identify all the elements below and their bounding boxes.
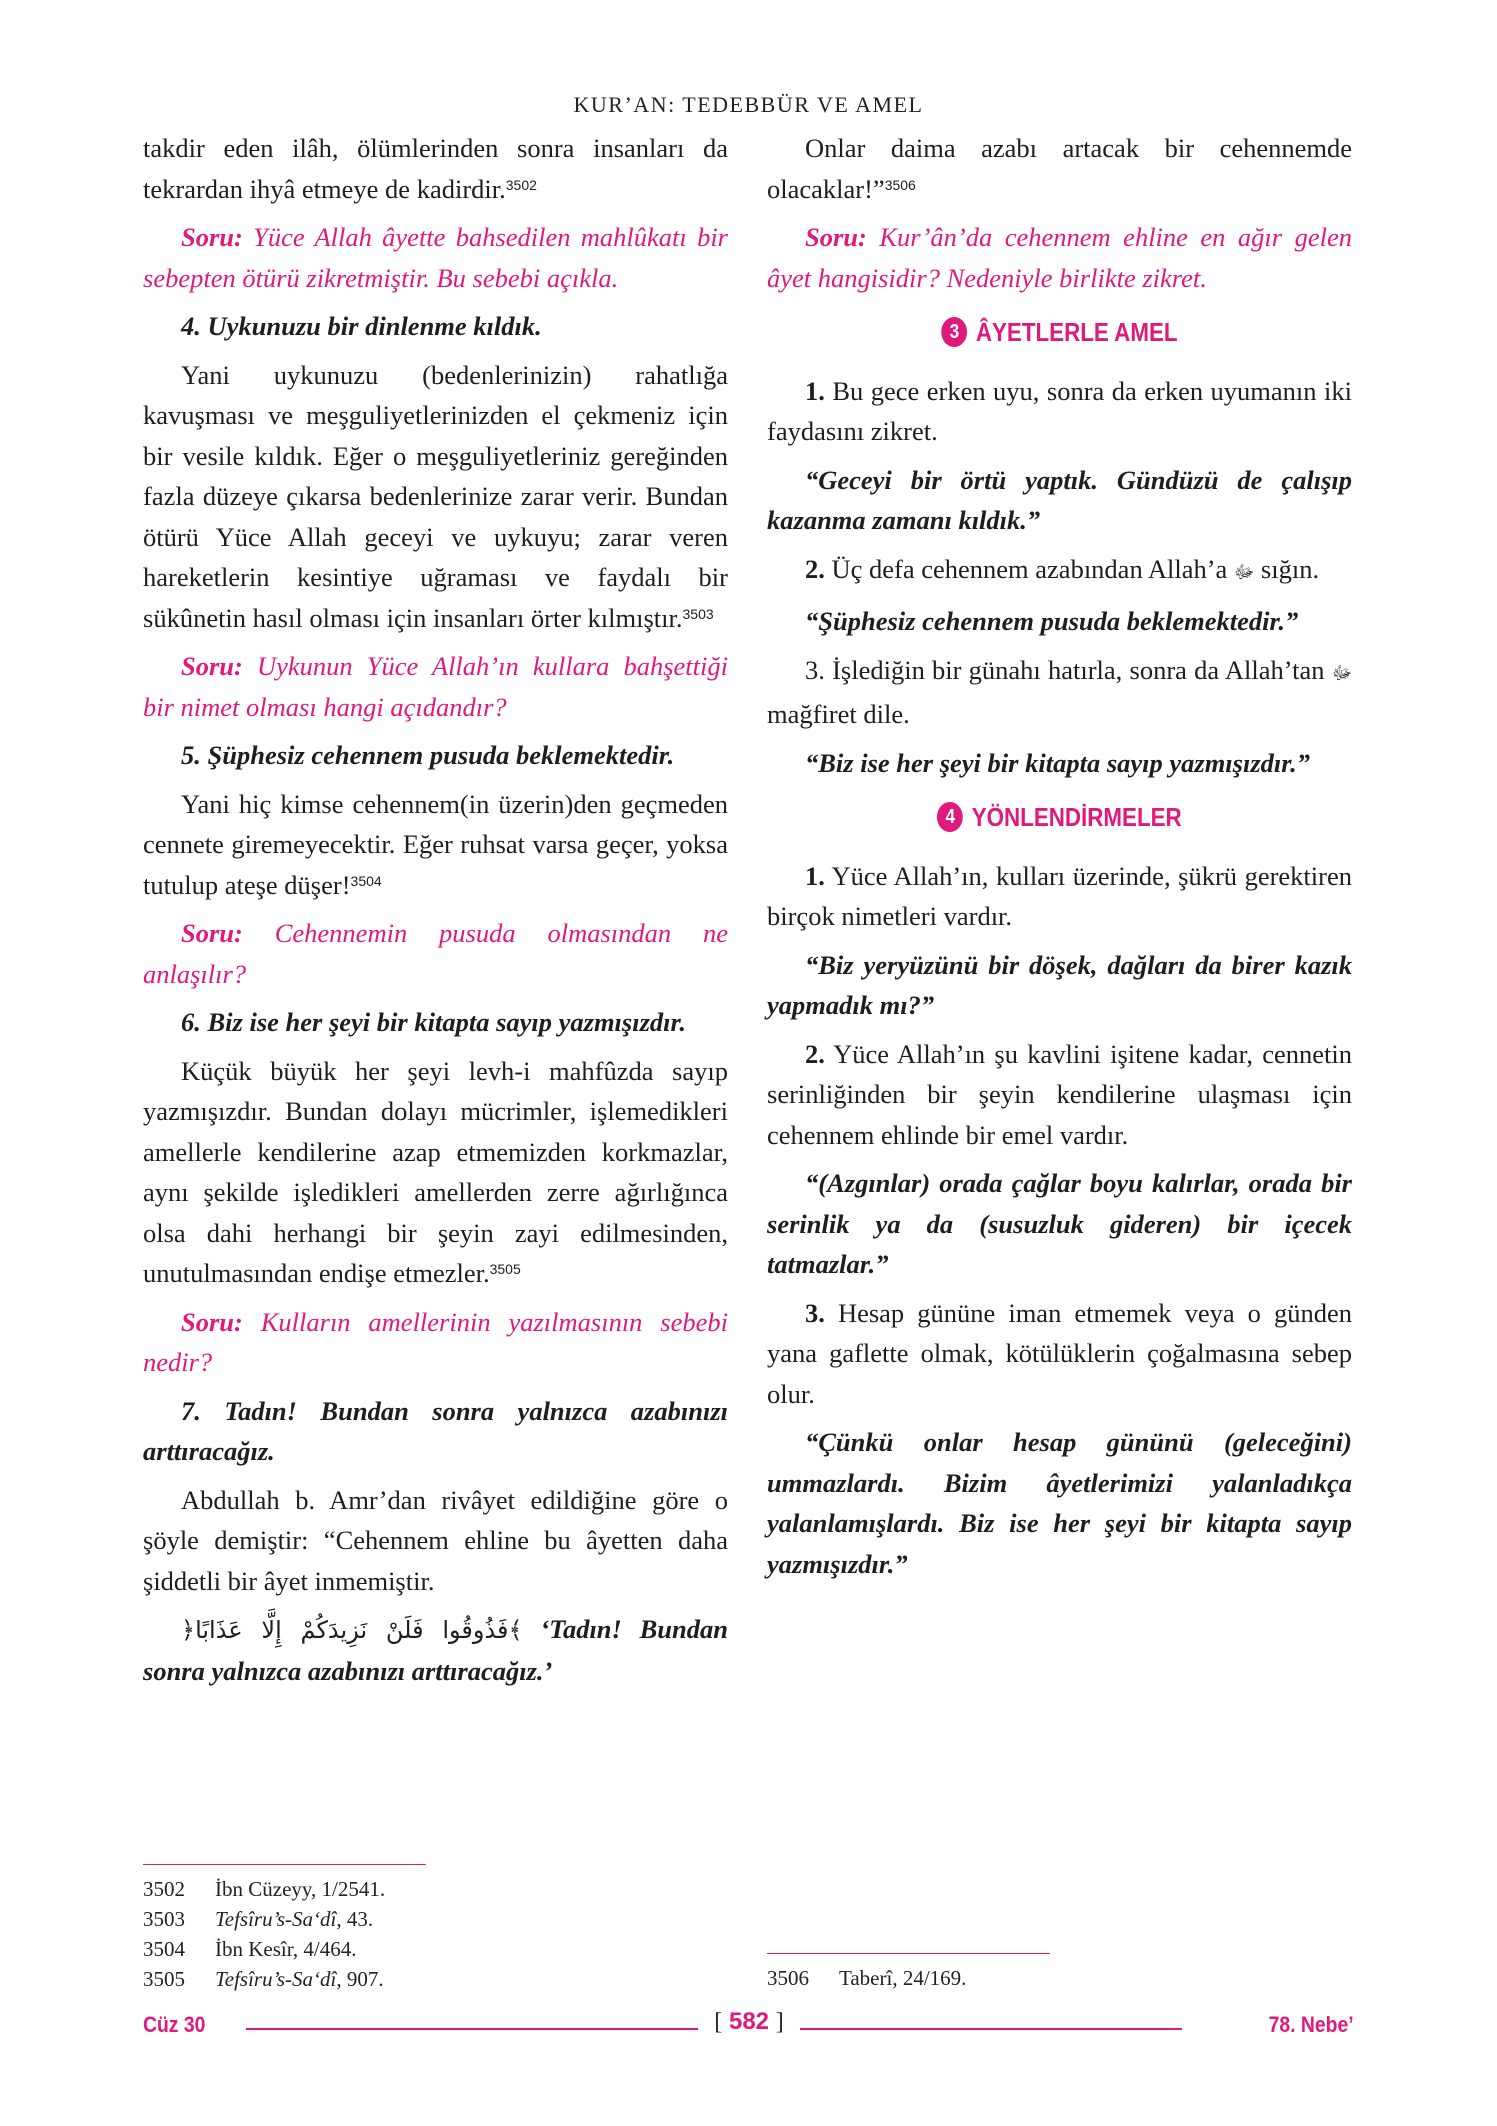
left-column — [143, 128, 728, 1699]
paragraph: 2. Yüce Allah’ın şu kavlini işitene kadar, cennetin serinliğinden bir şeyin kendilerine ulaşması için cehennem ehlinde bir emel vardır. — [767, 1038, 1352, 1150]
page-number: [ 582 ] — [714, 2008, 784, 2035]
right-column — [767, 128, 1352, 1592]
section-number-badge: 4 — [937, 802, 963, 832]
verse-heading: 4. Uykunuzu bir dinlenme kıldık. — [181, 311, 542, 341]
juz-label: Cüz 30 — [143, 2012, 206, 2037]
footnote-ref[interactable]: 3505 — [489, 1261, 521, 1277]
footnote: 3506 Taberî, 24/169. — [767, 1966, 967, 1990]
paragraph: Küçük büyük her şeyi levh-i mahfûzda sayıp yazmışızdır. Bundan dolayı mücrimler, işlemedikleri amellerle kendilerine azap etmemizden korkmazlar, aynı şekilde işledikleri amellerden zerre ağırlığınca olsa dahi herhangi bir şeyin zayi edilmesinden, unutulmasından endişe etmezler.$^{3505}$ — [143, 1055, 728, 1288]
section-number-badge: 3 — [941, 317, 967, 347]
section-title: YÖNLENDİRMELER — [971, 802, 1182, 832]
footnote: 3502 İbn Cüzeyy, 1/2541. — [143, 1877, 386, 1901]
question: Soru: Kur’ân’da cehennem ehline en ağır gelen âyet hangisidir? Nedeniyle birlikte zikret. — [767, 222, 1352, 293]
footnotes-right — [767, 1963, 966, 1993]
paragraph: 3. İşlediğin bir günahı hatırla, sonra da Allah’tan ﷻ mağfiret dile. — [767, 654, 1353, 729]
paragraph: Yani uykunuzu (bedenlerinizin) rahatlığa kavuşması ve meşguliyetlerinizden el çekmeniz için bir vesile kıldık. Eğer o meşguliyetleriniz gereğinden fazla düzeye çıkarsa bedenlerinize zarar verir. Bundan ötürü Yüce Allah geceyi ve uykuyu; zarar veren hareketlerin kesintiye uğraması ve faydalı bir sükûnetin hasıl olması için insanları örter kılmıştır.$^{3503}$ — [143, 359, 728, 633]
verse-heading: 6. Biz ise her şeyi bir kitapta sayıp yazmışızdır. — [181, 1007, 687, 1037]
footnotes-left — [143, 1874, 385, 1994]
footnote-ref[interactable]: 3504 — [350, 872, 382, 889]
question: Soru: Kulların amellerinin yazılmasının sebebi nedir? — [143, 1306, 728, 1377]
verse-quote: “Geceyi bir örtü yaptık. Gündüzü de çalışıp kazanma zamanı kıldık.” — [767, 464, 1352, 535]
verse-quote: “Şüphesiz cehennem pusuda beklemektedir.” — [805, 606, 1299, 636]
paragraph: 3. Hesap gününe iman etmemek veya o günden yana gaflette olmak, kötülüklerin çoğalmasına sebep olur. — [767, 1297, 1353, 1409]
question: Soru: Yüce Allah âyette bahsedilen mahlûkatı bir sebepten ötürü zikretmiştir. Bu sebebi açıkla. — [143, 222, 728, 293]
footnote-divider — [143, 1864, 426, 1865]
surah-label: 78. Nebe’ — [1268, 2012, 1354, 2037]
footnote-divider — [767, 1953, 1050, 1954]
paragraph: Yani hiç kimse cehennem(in üzerin)den geçmeden cennete giremeyecektir. Eğer ruhsat varsa geçer, yoksa tutulup ateşe düşer!$^{3504}$ — [143, 788, 728, 900]
verse-heading: 7. Tadın! Bundan sonra yalnızca azabınızı arttıracağız. — [143, 1395, 728, 1466]
section-heading-ayetlerle-amel — [808, 312, 1311, 353]
jalla-jalaluhu-glyph: ﷻ — [1331, 662, 1353, 684]
verse-quote: “Biz ise her şeyi bir kitapta sayıp yazmışızdır.” — [805, 747, 1311, 778]
footnote: 3505 Tefsîru’s-Sa‘dî, 907. — [143, 1967, 384, 1991]
verse-quote: “(Azgınlar) orada çağlar boyu kalırlar, orada bir serinlik ya da (susuzluk gideren) bir içecek tatmazlar.” — [767, 1168, 1352, 1279]
verse-heading: 5. Şüphesiz cehennem pusuda beklemektedir. — [181, 740, 675, 770]
footer-rule — [800, 2028, 1182, 2030]
footnote: 3503 Tefsîru’s-Sa‘dî, 43. — [143, 1907, 374, 1931]
question: Soru: Cehennemin pusuda olmasından ne anlaşılır? — [143, 918, 729, 989]
verse-quote: ﴿فَذُوقُوا فَلَنْ نَزِيدَكُمْ إِلَّا عَذَابًا﴾ ‘Tadın! Bundan sonra yalnızca azabınızı arttıracağız.’ — [143, 1614, 728, 1686]
paragraph: Onlar daima azabı artacak bir cehennemde olacaklar!”$^{3506}$ — [767, 133, 1352, 204]
footnote-ref[interactable]: 3506 — [884, 176, 916, 193]
paragraph: 2. Üç defa cehennem azabından Allah’a ﷻ sığın. — [805, 553, 1320, 584]
footnote: 3504 İbn Kesîr, 4/464. — [143, 1937, 357, 1961]
verse-quote: “Biz yeryüzünü bir döşek, dağları da birer kazık yapmadık mı?” — [767, 949, 1352, 1020]
section-title: ÂYETLERLE AMEL — [975, 317, 1178, 347]
arabic-verse: ﴿فَذُوقُوا فَلَنْ نَزِيدَكُمْ إِلَّا عَذَابًا﴾ — [181, 1616, 523, 1644]
footnote-ref[interactable]: 3503 — [682, 605, 714, 622]
running-header: KUR’AN: TEDEBBÜR VE AMEL — [573, 92, 924, 117]
footer-rule — [246, 2028, 698, 2030]
footnote-ref[interactable]: 3502 — [505, 176, 537, 193]
verse-quote: “Çünkü onlar hesap gününü (geleceğini) ummazlardı. Bizim âyetlerimizi yalanladıkça yalanlamışlardı. Biz ise her şeyi bir kitapta sayıp yazmışızdır.” — [767, 1427, 1352, 1579]
page-footer — [0, 2008, 1497, 2044]
paragraph: Abdullah b. Amr’dan rivâyet edildiğine göre o şöyle demiştir: “Cehennem ehline bu âyetten daha şiddetli bir âyet inmemiştir. — [143, 1484, 728, 1596]
question: Soru: Uykunun Yüce Allah’ın kullara bahşettiği bir nimet olması hangi açıdandır? — [143, 651, 729, 722]
paragraph: takdir eden ilâh, ölümlerinden sonra insanları da tekrardan ihyâ etmeye de kadirdir.$^{3502}$ — [143, 133, 728, 204]
jalla-jalaluhu-glyph: ﷻ — [1233, 561, 1255, 583]
paragraph: 1. Bu gece erken uyu, sonra da erken uyumanın iki faydasını zikret. — [767, 375, 1352, 446]
section-heading-yonlendirmeler — [808, 797, 1311, 838]
paragraph: 1. Yüce Allah’ın, kulları üzerinde, şükrü gerektiren birçok nimetleri vardır. — [767, 860, 1352, 931]
